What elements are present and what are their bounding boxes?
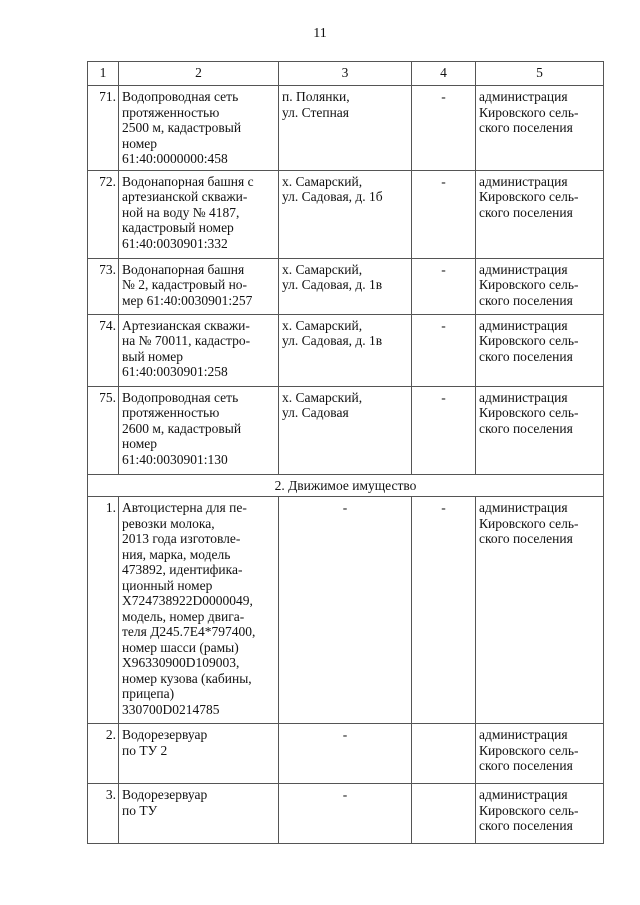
cell-line: 2013 года изготовле- bbox=[122, 531, 241, 546]
header-cell: 1 bbox=[88, 62, 119, 86]
cell-line: Водопроводная сеть bbox=[122, 89, 239, 104]
table-row bbox=[88, 784, 604, 844]
item-owner bbox=[476, 784, 604, 844]
row-number: 1. bbox=[88, 497, 119, 724]
cell-line: № 2, кадастровый но- bbox=[122, 277, 248, 292]
cell-line: номер кузова (кабины, bbox=[122, 670, 252, 686]
item-owner bbox=[476, 497, 604, 724]
section-title: 2. Движимое имущество bbox=[88, 474, 604, 497]
page-number: 11 bbox=[313, 26, 327, 41]
header-cell: 5 bbox=[476, 62, 604, 86]
cell-line: прицепа) bbox=[122, 686, 175, 701]
cell-line: мер 61:40:0030901:257 bbox=[122, 292, 253, 308]
item-address: - bbox=[279, 724, 412, 784]
table-row bbox=[88, 258, 604, 314]
cell-line: ционный номер bbox=[122, 577, 213, 593]
cell-line: 61:40:0030901:258 bbox=[122, 364, 228, 379]
section-row bbox=[88, 474, 604, 497]
item-name bbox=[119, 386, 279, 474]
item-col4 bbox=[412, 724, 476, 784]
cell-line: ского поселения bbox=[479, 818, 573, 833]
item-address bbox=[279, 86, 412, 171]
cell-line: Водонапорная башня с bbox=[122, 173, 254, 189]
table-row bbox=[88, 170, 604, 258]
cell-line: х. Самарский, bbox=[282, 389, 363, 405]
cell-line: Кировского сель- bbox=[479, 189, 579, 204]
cell-line: ского поселения bbox=[479, 758, 573, 773]
cell-line: администрация bbox=[479, 727, 568, 742]
table-row bbox=[88, 86, 604, 171]
cell-line: Автоцистерна для пе- bbox=[122, 500, 247, 515]
cell-line: модель, номер двига- bbox=[122, 608, 245, 624]
cell-line: вый номер bbox=[122, 348, 184, 364]
cell-line: х. Самарский, bbox=[282, 261, 363, 277]
cell-line: ревозки молока, bbox=[122, 515, 215, 531]
cell-line: Артезианская скважи- bbox=[122, 317, 250, 333]
item-col4: - bbox=[412, 386, 476, 474]
cell-line: протяженностью bbox=[122, 104, 220, 120]
cell-line: по ТУ 2 bbox=[122, 742, 168, 758]
cell-line: теля Д245.7Е4*797400, bbox=[122, 624, 256, 639]
cell-line: 61:40:0000000:458 bbox=[122, 151, 228, 166]
item-owner bbox=[476, 170, 604, 258]
row-number: 73. bbox=[88, 258, 119, 314]
property-table bbox=[87, 61, 604, 844]
cell-line: ния, марка, модель bbox=[122, 546, 231, 562]
cell-line: ского поселения bbox=[479, 204, 573, 220]
cell-line: 473892, идентифика- bbox=[122, 562, 243, 577]
cell-line: ул. Садовая, д. 1б bbox=[282, 189, 383, 204]
header-cell: 2 bbox=[119, 62, 279, 86]
item-col4: - bbox=[412, 497, 476, 724]
item-owner bbox=[476, 258, 604, 314]
cell-line: X96330900D109003, bbox=[122, 655, 240, 670]
cell-line: Водорезервуар bbox=[122, 787, 208, 802]
cell-line: X724738922D0000049, bbox=[122, 593, 253, 608]
cell-line: администрация bbox=[479, 500, 568, 515]
cell-line: 2600 м, кадастровый bbox=[122, 420, 242, 436]
cell-line: ского поселения bbox=[479, 531, 573, 546]
cell-line: ул. Степная bbox=[282, 104, 350, 120]
item-col4: - bbox=[412, 258, 476, 314]
cell-line: администрация bbox=[479, 173, 568, 189]
item-name bbox=[119, 86, 279, 171]
header-cell: 3 bbox=[279, 62, 412, 86]
item-col4: - bbox=[412, 314, 476, 386]
cell-line: протяженностью bbox=[122, 405, 220, 420]
item-col4 bbox=[412, 784, 476, 844]
table-row bbox=[88, 724, 604, 784]
cell-line: ул. Садовая bbox=[282, 405, 349, 420]
row-number: 75. bbox=[88, 386, 119, 474]
cell-line: ной на воду № 4187, bbox=[122, 204, 240, 220]
cell-line: ского поселения bbox=[479, 292, 573, 308]
item-col4: - bbox=[412, 86, 476, 171]
table-row bbox=[88, 386, 604, 474]
cell-line: Водопроводная сеть bbox=[122, 389, 239, 405]
item-owner bbox=[476, 724, 604, 784]
cell-line: на № 70011, кадастро- bbox=[122, 333, 251, 348]
cell-line: Кировского сель- bbox=[479, 802, 579, 818]
cell-line: ул. Садовая, д. 1в bbox=[282, 333, 383, 348]
cell-line: номер bbox=[122, 135, 158, 151]
cell-line: Кировского сель- bbox=[479, 104, 579, 120]
cell-line: номер bbox=[122, 436, 158, 451]
row-number: 2. bbox=[88, 724, 119, 784]
cell-line: администрация bbox=[479, 261, 568, 277]
item-name bbox=[119, 314, 279, 386]
item-name bbox=[119, 170, 279, 258]
cell-line: артезианской скважи- bbox=[122, 189, 248, 204]
cell-line: ул. Садовая, д. 1в bbox=[282, 277, 383, 292]
header-cell: 4 bbox=[412, 62, 476, 86]
cell-line: 2500 м, кадастровый bbox=[122, 120, 242, 135]
cell-line: администрация bbox=[479, 89, 568, 104]
cell-line: Кировского сель- bbox=[479, 742, 579, 758]
item-name bbox=[119, 724, 279, 784]
row-number: 72. bbox=[88, 170, 119, 258]
item-address bbox=[279, 386, 412, 474]
cell-line: Водорезервуар bbox=[122, 727, 208, 742]
cell-line: Кировского сель- bbox=[479, 277, 579, 292]
cell-line: администрация bbox=[479, 389, 568, 405]
cell-line: ского поселения bbox=[479, 348, 573, 364]
cell-line: ского поселения bbox=[479, 420, 573, 436]
item-address: - bbox=[279, 784, 412, 844]
table-row bbox=[88, 497, 604, 724]
item-address: - bbox=[279, 497, 412, 724]
cell-line: по ТУ bbox=[122, 802, 158, 818]
header-row bbox=[88, 62, 604, 86]
cell-line: х. Самарский, bbox=[282, 173, 363, 189]
item-owner bbox=[476, 314, 604, 386]
cell-line: 330700D0214785 bbox=[122, 701, 220, 717]
item-name bbox=[119, 258, 279, 314]
item-owner bbox=[476, 386, 604, 474]
cell-line: Кировского сель- bbox=[479, 405, 579, 420]
row-number: 71. bbox=[88, 86, 119, 171]
item-address bbox=[279, 314, 412, 386]
cell-line: номер шасси (рамы) bbox=[122, 639, 239, 655]
item-name bbox=[119, 497, 279, 724]
cell-line: ского поселения bbox=[479, 120, 573, 135]
cell-line: Водонапорная башня bbox=[122, 261, 245, 277]
cell-line: Кировского сель- bbox=[479, 515, 579, 531]
cell-line: администрация bbox=[479, 787, 568, 802]
cell-line: 61:40:0030901:332 bbox=[122, 235, 228, 251]
cell-line: Кировского сель- bbox=[479, 333, 579, 348]
cell-line: кадастровый номер bbox=[122, 220, 234, 235]
cell-line: х. Самарский, bbox=[282, 317, 363, 333]
row-number: 74. bbox=[88, 314, 119, 386]
cell-line: 61:40:0030901:130 bbox=[122, 451, 228, 467]
item-col4: - bbox=[412, 170, 476, 258]
cell-line: администрация bbox=[479, 317, 568, 333]
item-address bbox=[279, 170, 412, 258]
item-name bbox=[119, 784, 279, 844]
item-owner bbox=[476, 86, 604, 171]
item-address bbox=[279, 258, 412, 314]
table-row bbox=[88, 314, 604, 386]
cell-line: п. Полянки, bbox=[282, 89, 350, 104]
row-number: 3. bbox=[88, 784, 119, 844]
